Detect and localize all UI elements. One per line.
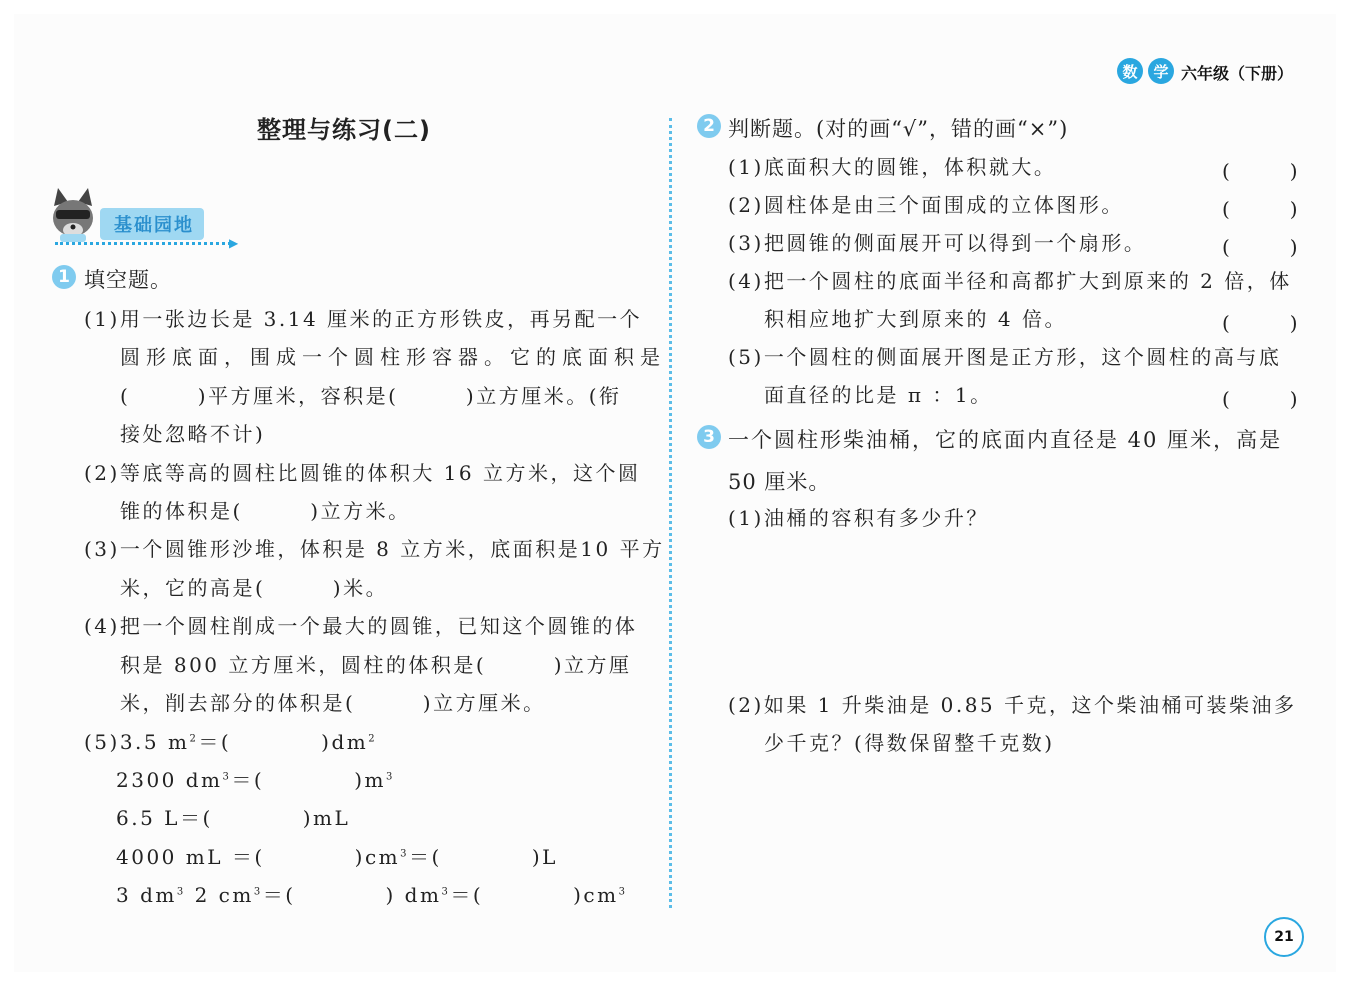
q1-line-2: 圆形底面，围成一个圆柱形容器。它的底面积是: [120, 345, 666, 369]
q1-p5-line-d: 4000 mL ＝( )$cm^3=$( )L: [116, 845, 558, 869]
q3-sub-2-line-2: 少千克？(得数保留整千克数): [764, 731, 1055, 755]
q1-p5-line-b: 2300 $dm^3=$( )$m^3$: [116, 768, 395, 792]
q1-p5-line-e: 3 $dm^3$ 2 $cm^3=$( ) $dm^3=$( )$cm^3$: [116, 883, 628, 907]
q2-item-1: (1)底面积大的圆锥，体积就大。: [728, 155, 1057, 179]
q1-line-10: 积是 800 立方厘米，圆柱的体积是( )立方厘: [120, 653, 632, 677]
question-2-title: 判断题。(对的画“√”，错的画“×”): [728, 117, 1069, 141]
arrow-icon: ▶: [229, 236, 239, 250]
q2-item-5: (5)一个圆柱的侧面展开图是正方形，这个圆柱的高与底: [728, 345, 1282, 369]
question-1-title: 填空题。: [84, 268, 172, 292]
page-title: 整理与练习(二): [257, 116, 431, 144]
q2-answer-bracket-2[interactable]: ( ): [1222, 197, 1298, 221]
q1-p5-line-c: 6.5 L＝( )mL: [116, 806, 351, 830]
q1-line-3: ( )平方厘米，容积是( )立方厘米。(衔: [120, 384, 622, 408]
q1-line-4: 接处忽略不计): [120, 422, 266, 446]
q1-line-7: (3)一个圆锥形沙堆，体积是 8 立方米，底面积是10 平方: [84, 537, 665, 561]
q2-answer-bracket-4[interactable]: ( ): [1222, 311, 1298, 335]
banner-dotted-line: [55, 242, 231, 245]
q1-line-9: (4)把一个圆柱削成一个最大的圆锥，已知这个圆锥的体: [84, 614, 638, 638]
q3-sub-2-line-1: (2)如果 1 升柴油是 0.85 千克，这个柴油桶可装柴油多: [728, 693, 1297, 717]
q1-line-1: (1)用一张边长是 3.14 厘米的正方形铁皮，再另配一个: [84, 307, 643, 331]
q2-item-3: (3)把圆锥的侧面展开可以得到一个扇形。: [728, 231, 1147, 255]
q1-line-5: (2)等底等高的圆柱比圆锥的体积大 16 立方米，这个圆: [84, 461, 641, 485]
q2-answer-bracket-5[interactable]: ( ): [1222, 387, 1298, 411]
q2-item-5-cont: 面直径的比是 π ：1。: [764, 383, 993, 407]
question-3-title-line-1: 一个圆柱形柴油桶，它的底面内直径是 40 厘米，高是: [728, 428, 1283, 452]
q2-item-2: (2)圆柱体是由三个面围成的立体图形。: [728, 193, 1124, 217]
q2-answer-bracket-1[interactable]: ( ): [1222, 159, 1298, 183]
q2-item-4: (4)把一个圆柱的底面半径和高都扩大到原来的 2 倍，体: [728, 269, 1292, 293]
q1-line-11: 米，削去部分的体积是( )立方厘米。: [120, 691, 546, 715]
q2-item-4-cont: 积相应地扩大到原来的 4 倍。: [764, 307, 1067, 331]
page-number: 21: [1264, 917, 1304, 957]
q1-p5-line-a: (5)3.5 $m^2=$( )$dm^2$: [84, 730, 378, 754]
column-divider: [669, 118, 672, 908]
question-number-1: 1: [52, 265, 76, 289]
section-banner: 基础园地: [100, 208, 204, 240]
question-number-3: 3: [697, 425, 721, 449]
mascot-icon: [50, 188, 96, 242]
q2-answer-bracket-3[interactable]: ( ): [1222, 235, 1298, 259]
q1-line-6: 锥的体积是( )立方米。: [120, 499, 411, 523]
q1-line-8: 米，它的高是( )米。: [120, 576, 389, 600]
grade-label: 六年级（下册）: [1181, 64, 1294, 83]
question-number-2: 2: [697, 114, 721, 138]
question-3-title-line-2: 50 厘米。: [728, 470, 831, 494]
q3-sub-1: (1)油桶的容积有多少升？: [728, 506, 989, 530]
subject-badge-1: 数: [1117, 58, 1143, 84]
subject-badge-2: 学: [1148, 58, 1174, 84]
